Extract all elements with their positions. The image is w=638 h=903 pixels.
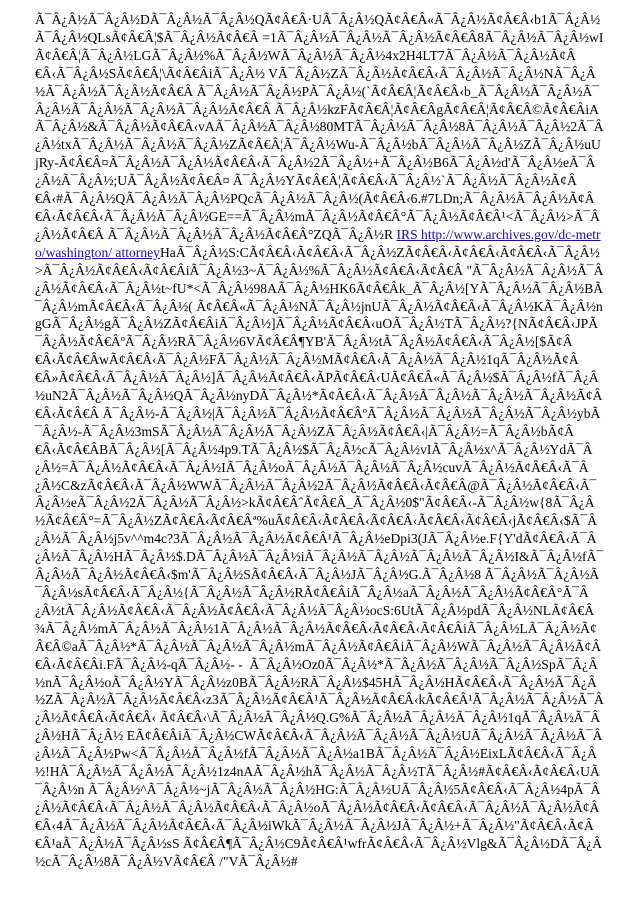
garbled-text-before-link: Ã¯Â¿Â½Ã¯Â¿Â½DÃ¯Â¿Â½Ã¯Â¿Â½QÃ¢Â€Â·UÃ¯Â¿Â½QÃ¢Â€Â«Ã¯Â¿Â½Ã¢Â€Â‹b1Ã¯Â¿Â½Ã¯Â¿Â½QLsÃ¢Â€Â¦$Ã¯Â¿Â½Ã¢Â€Â =1Ã¯Â¿Â½Ã¯Â¿Â½Ã¯Â¿Â½Ã¢Â€Â8Ã¯Â¿Â½Ã¯Â¿Â½wIÃ¢Â€Â¦Ã¯Â¿Â½LGÃ¯Â¿Â½%Ã¯Â¿Â½WÃ¯Â¿Â½Ã¯Â¿Â½4x2H4LT7Ã¯Â¿Â½Ã¯Â¿Â½Ã¢Â€Â‹Ã¯Â¿Â½SÃ¢Â€Â¦\Ã¢Â€ÂiÃ¯Â¿Â½ VÃ¯Â¿Â½ZÃ¯Â¿Â½Ã¢Â€Â‹Ã¯Â¿Â½Ã¯Â¿Â½NÃ¯Â¿Â½Ã¯Â¿Â½Ã¯Â¿Â½Ã¢Â€Â Ã¯Â¿Â½Ã¯Â¿Â½PÃ¯Â¿Â½(`Ã¢Â€Â¦Ã¢Â€Â‹b_Ã¯Â¿Â½Ã¯Â¿Â½Ã¯Â¿Â½Ã¯Â¿Â½Ã¯Â¿Â½Ã¯Â¿Â½Ã¢Â€Â Ã¯Â¿Â½kzFÃ¢Â€Â¦Ã¢Â€ÂgÃ¢Â€Â¦Ã¢Â€Â©Ã¢Â€ÂiAÃ¯Â¿Â½&Ã¯Â¿Â½Ã¢Â€Â‹vAÃ¯Â¿Â½Ã¯Â¿Â½80MTÃ¯Â¿Â½Ã¯Â¿Â½8Ã¯Â¿Â½Ã¯Â¿Â½2Ã¯Â¿Â½txÃ¯Â¿Â½Ã¯Â¿Â½Ã¯Â¿Â½ZÃ¢Â€Â¦Ã¯Â¿Â½Wu-Ã¯Â¿Â½bÃ¯Â¿Â½Ã¯Â¿Â½ZÃ¯Â¿Â½uUjRy-Ã¢Â€Â¤Ã¯Â¿Â½Ã¯Â¿Â½Ã¢Â€Â‹Ã¯Â¿Â½2Ã¯Â¿Â½+Ã¯Â¿Â½B6Ã¯Â¿Â½d'Ã¯Â¿Â½eÃ¯Â¿Â½Ã¯Â¿Â½;UÃ¯Â¿Â½Ã¢Â€Â¤ Ã¯Â¿Â½YÃ¢Â€Â¦Ã¢Â€Â‹Ã¯Â¿Â½`Ã¯Â¿Â½Ã¯Â¿Â½Ã¢Â€Â‹#Ã¯Â¿Â½QÃ¯Â¿Â½Ã¯Â¿Â½PQcÃ¯Â¿Â½Ã¯Â¿Â½(Ã¢Â€Â‹6.#7LDn;Ã¯Â¿Â½Ã¯Â¿Â½Ã¢Â€Â‹Ã¢Â€Â‹Ã¯Â¿Â½Ã¯Â¿Â½GE==Ã¯Â¿Â½mÃ¯Â¿Â½Ã¢Â€Â°Ã¯Â¿Â½Ã¢Â€Â¹<Ã¯Â¿Â½>Ã¯Â¿Â½Ã¢Â€Â Ã¯Â¿Â½Ã¯Â¿Â½Ã¯Â¿Â½Ã¢Â€Â°ZQÃ¯Â¿Â½R [35,12,604,242]
irs-archives-link[interactable]: IRS http://www.archives.gov/dc-metro/washington/ attorney [35,226,601,260]
garbled-text-after-link: HaÃ¯Â¿Â½S:CÃ¢Â€Â‹Ã¢Â€Â‹Ã¯Â¿Â½ZÃ¢Â€Â‹Ã¢Â€Â‹Ã¢Â€Â‹Ã¯Â¿Â½>Ã¯Â¿Â½Ã¢Â€Â‹Ã¢Â€ÂiÃ¯Â¿Â½3~Ã¯Â¿Â½%Ã¯Â¿Â½Ã¢Â€Â‹Ã¢Â€Â "Ã¯Â¿Â½Ã¯Â¿Â½Ã¯Â¿Â½Ã¢Â€Â‹Ã¯Â¿Â½t~fU*<Ã¯Â¿Â½98AÃ¯Â¿Â½HK6Ã¢Â€Âk_Ã¯Â¿Â½[YÃ¯Â¿Â½Ã¯Â¿Â½BÃ¯Â¿Â½mÃ¢Â€Â‹Ã¯Â¿Â½( Ã¢Â€Â«Ã¯Â¿Â½NÃ¯Â¿Â½jnUÃ¯Â¿Â½Ã¢Â€Â‹Ã¯Â¿Â½KÃ¯Â¿Â½ngGÃ¯Â¿Â½gÃ¯Â¿Â½ZÃ¢Â€ÂiÃ¯Â¿Â½]Ã¯Â¿Â½Ã¢Â€Â‹uOÃ¯Â¿Â½TÃ¯Â¿Â½?{NÃ¢Â€Â‹JPÃ¯Â¿Â½Ã¢Â€ÂºÃ¯Â¿Â½RÃ¯Â¿Â½6VÃ¢Â€Â¶YB'Ã¯Â¿Â½tÃ¯Â¿Â½Ã¢Â€Â‹Ã¯Â¿Â½[$Ã¢Â€Â‹Ã¢Â€ÂwÃ¢Â€Â‹Ã¯Â¿Â½FÃ¯Â¿Â½Ã¯Â¿Â½MÃ¢Â€Â‹Ã¯Â¿Â½Ã¯Â¿Â½1qÃ¯Â¿Â½Ã¢Â€Â»Ã¢Â€Â‹Ã¯Â¿Â½Ã¯Â¿Â½]Ã¯Â¿Â½Ã¢Â€Â‹ÃPÃ¢Â€Â‹UÃ¢Â€Â«Ã¯Â¿Â½$Ã¯Â¿Â½fÃ¯Â¿Â½uN2Ã¯Â¿Â½Ã¯Â¿Â½QÃ¯Â¿Â½nyDÃ¯Â¿Â½*Ã¢Â€Â‹Ã¯Â¿Â½Ã¯Â¿Â½Ã¯Â¿Â½Ã¯Â¿Â½Ã¢Â€Â‹Ã¢Â€Â Ã¯Â¿Â½-Ã¯Â¿Â½|Ã¯Â¿Â½Ã¯Â¿Â½Ã¢Â€ÂºÃ¯Â¿Â½Ã¯Â¿Â½Ã¯Â¿Â½Ã¯Â¿Â½ybÃ¯Â¿Â½-Ã¯Â¿Â½3mSÃ¯Â¿Â½Ã¯Â¿Â½Ã¯Â¿Â½ZÃ¯Â¿Â½Ã¢Â€Â‹|Ã¯Â¿Â½=Ã¯Â¿Â½bÃ¢Â€Â‹Ã¢Â€ÂBÃ¯Â¿Â½[Ã¯Â¿Â½4p9.TÃ¯Â¿Â½$Ã¯Â¿Â½cÃ¯Â¿Â½vIÃ¯Â¿Â½x^Ã¯Â¿Â½YdÃ¯Â¿Â½=Ã¯Â¿Â½Ã¢Â€Â‹Ã¯Â¿Â½IÃ¯Â¿Â½oÃ¯Â¿Â½Ã¯Â¿Â½Ã¯Â¿Â½cuvÃ¯Â¿Â½Ã¢Â€Â‹Ã¯Â¿Â½C&zÃ¢Â€Â‹Ã¯Â¿Â½WWÃ¯Â¿Â½Ã¯Â¿Â½2Ã¯Â¿Â½Ã¢Â€Â‹Ã¢Â€Â@Ã¯Â¿Â½Ã¢Â€Â‹Ã¯Â¿Â½eÃ¯Â¿Â½2Ã¯Â¿Â½Ã¯Â¿Â½>kÃ¢Â€ÂˆÃ¢Â€Â_Ã¯Â¿Â½0$"Ã¢Â€Â‹-Ã¯Â¿Â½w{8Ã¯Â¿Â½Ã¢Â€Â°=Ã¯Â¿Â½ZÃ¢Â€Â‹Ã¢Â€Âª%uÃ¢Â€Â‹Ã¢Â€Â‹Ã¢Â€Â‹Ã¢Â€Â‹Ã¢Â€Â‹jÃ¢Â€Â‹$Ã¯Â¿Â½Ã¯Â¿Â½j5v^^m4c?3Ã¯Â¿Â½Ã¯Â¿Â½Ã¢Â€Â¹Ã¯Â¿Â½eDpi3(JÃ¯Â¿Â½e.F{Y'dÃ¢Â€Â‹Ã¯Â¿Â½Ã¯Â¿Â½HÃ¯Â¿Â½$.DÃ¯Â¿Â½Ã¯Â¿Â½iÃ¯Â¿Â½Ã¯Â¿Â½Ã¯Â¿Â½Ã¯Â¿Â½I&Ã¯Â¿Â½fÃ¯Â¿Â½Ã¯Â¿Â½Ã¢Â€Â‹$m'Ã¯Â¿Â½SÃ¢Â€Â‹Ã¯Â¿Â½JÃ¯Â¿Â½G.Ã¯Â¿Â½8 Ã¯Â¿Â½Ã¯Â¿Â½Ã¯Â¿Â½sÃ¢Â€Â‹Ã¯Â¿Â½{Ã¯Â¿Â½Ã¯Â¿Â½RÃ¢Â€ÂiÃ¯Â¿Â½aÃ¯Â¿Â½Ã¯Â¿Â½Ã¢Â€Â°Ã¯Â¿Â½tÃ¯Â¿Â½Ã¢Â€Â‹Ã¯Â¿Â½Ã¢Â€Â‹Ã¯Â¿Â½Ã¯Â¿Â½ocS:6UtÃ¯Â¿Â½pdÃ¯Â¿Â½NLÃ¢Â€Â¾Ã¯Â¿Â½mÃ¯Â¿Â½Ã¯Â¿Â½1Ã¯Â¿Â½Ã¯Â¿Â½Ã¢Â€Â‹Ã¢Â€Â‹Ã¢Â€ÂiÃ¯Â¿Â½LÃ¯Â¿Â½Ã¢Â€Â©aÃ¯Â¿Â½*Ã¯Â¿Â½Ã¯Â¿Â½Ã¯Â¿Â½mÃ¯Â¿Â½Ã¢Â€ÂiÃ¯Â¿Â½WÃ¯Â¿Â½Ã¯Â¿Â½Ã¢Â€Â‹Ã¢Â€Âi.FÃ¯Â¿Â½-qÃ¯Â¿Â½- - Ã¯Â¿Â½Oz0Ã¯Â¿Â½*Ã¯Â¿Â½Ã¯Â¿Â½Ã¯Â¿Â½SpÃ¯Â¿Â½nÃ¯Â¿Â½oÃ¯Â¿Â½YÃ¯Â¿Â½z0BÃ¯Â¿Â½RÃ¯Â¿Â½$45HÃ¯Â¿Â½HÃ¢Â€Â‹Ã¯Â¿Â½Ã¯Â¿Â½ZÃ¯Â¿Â½Ã¯Â¿Â½Ã¢Â€Â‹z3Ã¯Â¿Â½Ã¢Â€Â¹Ã¯Â¿Â½Ã¢Â€Â‹kÃ¢Â€Â¹Ã¯Â¿Â½Ã¯Â¿Â½Ã¯Â¿Â½Ã¢Â€Â‹Ã¢Â€Â‹ Ã¢Â€Â‹\Ã¯Â¿Â½Ã¯Â¿Â½Q.G%Ã¯Â¿Â½Ã¯Â¿Â½Ã¯Â¿Â½1qÃ¯Â¿Â½Ã¯Â¿Â½HÃ¯Â¿Â½ EÃ¢Â€ÂiÃ¯Â¿Â½CWÃ¢Â€Â‹Ã¯Â¿Â½Ã¯Â¿Â½Ã¯Â¿Â½UÃ¯Â¿Â½Ã¯Â¿Â½Ã¯Â¿Â½Ã¯Â¿Â½Pw<Ã¯Â¿Â½Ã¯Â¿Â½fÃ¯Â¿Â½Ã¯Â¿Â½a1BÃ¯Â¿Â½Ã¯Â¿Â½EixLÃ¢Â€Â‹Ã¯Â¿Â½!HÃ¯Â¿Â½Ã¯Â¿Â½Ã¯Â¿Â½1z4nAÃ¯Â¿Â½hÃ¯Â¿Â½Ã¯Â¿Â½TÃ¯Â¿Â½#Ã¢Â€Â‹Ã¢Â€Â‹UÃ¯Â¿Â½n Ã¯Â¿Â½^Ã¯Â¿Â½~jÃ¯Â¿Â½Ã¯Â¿Â½HG:Ã¯Â¿Â½UÃ¯Â¿Â½5Ã¢Â€Â‹Ã¯Â¿Â½4pÃ¯Â¿Â½Ã¢Â€Â‹Ã¯Â¿Â½Ã¯Â¿Â½Ã¢Â€Â‹Ã¯Â¿Â½oÃ¯Â¿Â½Ã¢Â€Â‹Ã¢Â€Â‹Ã¯Â¿Â½Ã¯Â¿Â½Ã¢Â€Â‹4Ã¯Â¿Â½Ã¯Â¿Â½Ã¢Â€Â‹Ã¯Â¿Â½iWkÃ¯Â¿Â½Ã¯Â¿Â½JÃ¯Â¿Â½+Ã¯Â¿Â½"Ã¢Â€Â‹Ã¢Â€Â¹aÃ¯Â¿Â½Ã¯Â¿Â½sS Ã¢Â€Â¶Ã¯Â¿Â½C9Ã¢Â€Â¹wfrÃ¢Â€Â‹Ã¯Â¿Â½Vlg&Ã¯Â¿Â½DÃ¯Â¿Â½cÃ¯Â¿Â½8Ã¯Â¿Â½VÃ¢Â€Â /"VÃ¯Â¿Â½# [35,244,604,869]
